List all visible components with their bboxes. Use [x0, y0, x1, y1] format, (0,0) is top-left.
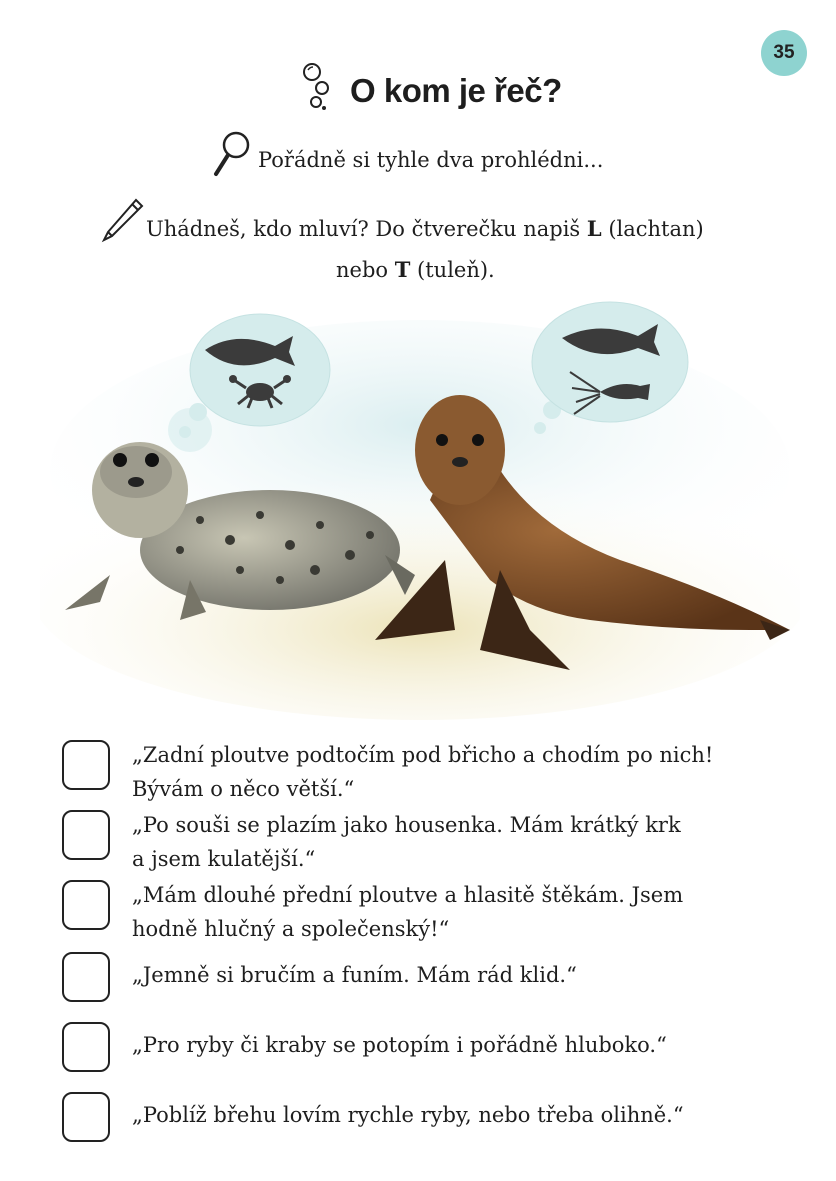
magnifier-icon [212, 130, 252, 178]
answer-box[interactable] [62, 952, 110, 1002]
statement-text: „Jemně si bručím a funím. Mám rád klid.“ [132, 963, 577, 987]
instruction-look: Pořádně si tyhle dva prohlédni... [258, 148, 604, 172]
bubbles-icon [298, 60, 338, 112]
statement-text: „Poblíž břehu lovím rychle ryby, nebo třeba olihně.“ [132, 1103, 684, 1127]
answer-box[interactable] [62, 1092, 110, 1142]
statement-text: „Po souši se plazím jako housenka. Mám krátký krk a jsem kulatější.“ [132, 813, 681, 871]
page-number-badge: 35 [761, 30, 807, 76]
answer-box[interactable] [62, 1022, 110, 1072]
seal-and-sea-lion-illustration [40, 300, 800, 730]
statement-text: „Mám dlouhé přední ploutve a hlasitě štěkám. Jsem hodně hlučný a společenský!“ [132, 883, 684, 941]
statement-text: „Pro ryby či kraby se potopím i pořádně hluboko.“ [132, 1033, 667, 1057]
answer-box[interactable] [62, 810, 110, 860]
answer-box[interactable] [62, 880, 110, 930]
answer-box[interactable] [62, 740, 110, 790]
statement-text: „Zadní ploutve podtočím pod břicho a chodím po nich! Bývám o něco větší.“ [132, 743, 714, 801]
pencil-icon [100, 196, 144, 244]
instruction-guess-continued: nebo T (tuleň). [336, 257, 495, 282]
instruction-guess: Uhádneš, kdo mluví? Do čtverečku napiš L (lachtan) [146, 216, 704, 241]
page-title: O kom je řeč? [350, 72, 562, 109]
